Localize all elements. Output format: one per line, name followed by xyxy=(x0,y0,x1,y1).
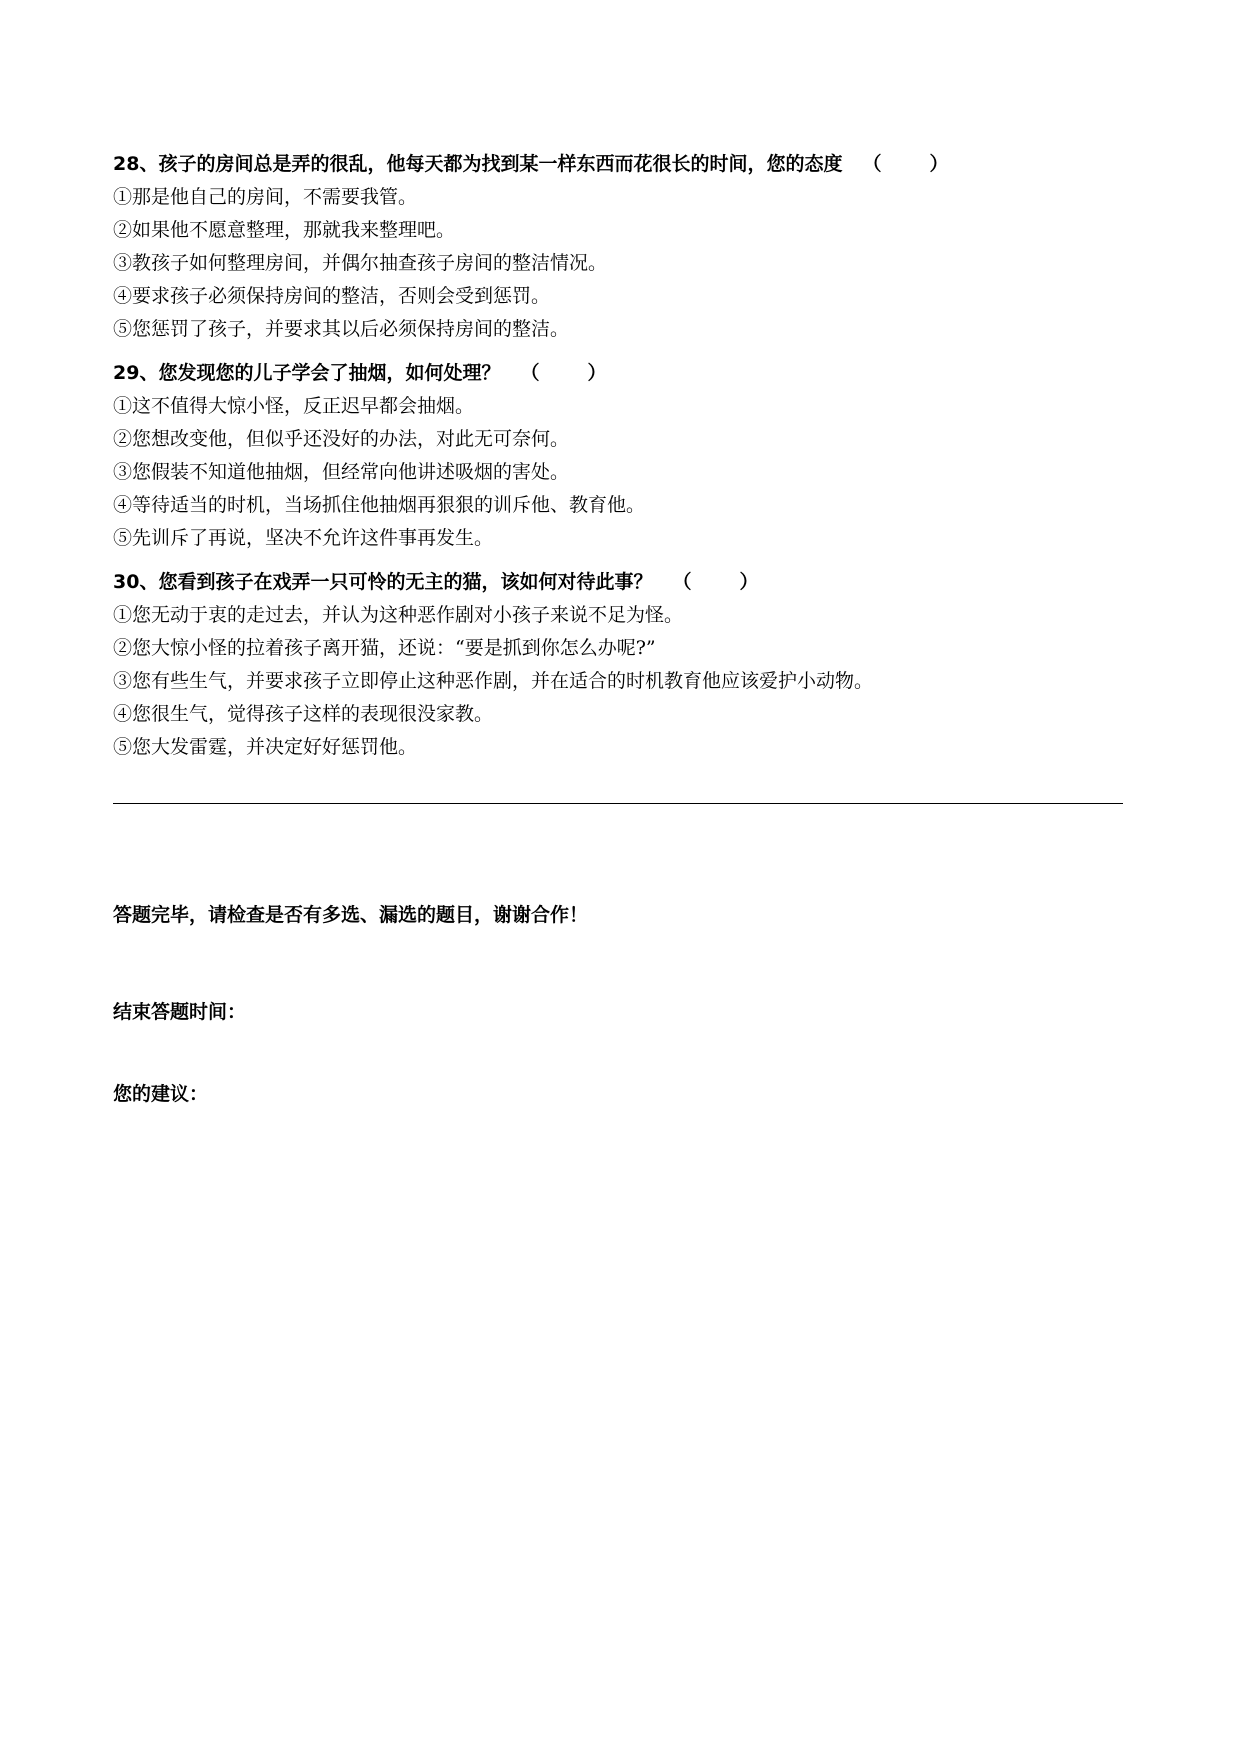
answer-blank: （ ） xyxy=(672,571,759,593)
suggestion-label: 您的建议： xyxy=(113,1083,209,1105)
option-5: ⑤先训斥了再说，坚决不允许这件事再发生。 xyxy=(113,527,494,549)
question-title xyxy=(113,357,1133,390)
option-1: ①那是他自己的房间，不需要我管。 xyxy=(113,186,418,208)
option-1: ①这不值得大惊小怪，反正迟早都会抽烟。 xyxy=(113,395,475,417)
option-5: ⑤您惩罚了孩子，并要求其以后必须保持房间的整洁。 xyxy=(113,318,570,340)
option-5: ⑤您大发雷霆，并决定好好惩罚他。 xyxy=(113,736,418,758)
option-4: ④您很生气，觉得孩子这样的表现很没家教。 xyxy=(113,703,494,725)
question-28 xyxy=(113,148,1133,346)
end-time-label: 结束答题时间： xyxy=(113,1001,247,1023)
option-4: ④等待适当的时机，当场抓住他抽烟再狠狠的训斥他、教育他。 xyxy=(113,494,646,516)
question-29 xyxy=(113,357,1133,555)
completion-note: 答题完毕，请检查是否有多选、漏选的题目，谢谢合作！ xyxy=(113,904,589,926)
option-2: ②您大惊小怪的拉着孩子离开猫，还说：“要是抓到你怎么办呢?” xyxy=(113,637,656,659)
question-title xyxy=(113,566,1133,599)
question-text: 30、您看到孩子在戏弄一只可怜的无主的猫，该如何对待此事？ xyxy=(113,571,653,593)
option-2: ②您想改变他，但似乎还没好的办法，对此无可奈何。 xyxy=(113,428,570,450)
option-3: ③您假装不知道他抽烟，但经常向他讲述吸烟的害处。 xyxy=(113,461,570,483)
question-text: 28、孩子的房间总是弄的很乱，他每天都为找到某一样东西而花很长的时间，您的态度 xyxy=(113,153,843,175)
option-4: ④要求孩子必须保持房间的整洁，否则会受到惩罚。 xyxy=(113,285,551,307)
answer-blank: （ ） xyxy=(520,362,607,384)
question-text: 29、您发现您的儿子学会了抽烟，如何处理？ xyxy=(113,362,501,384)
option-3: ③您有些生气，并要求孩子立即停止这种恶作剧，并在适合的时机教育他应该爱护小动物。 xyxy=(113,670,874,692)
answer-blank: （ ） xyxy=(862,153,949,175)
section-divider xyxy=(113,803,1123,804)
option-1: ①您无动于衷的走过去，并认为这种恶作剧对小孩子来说不足为怪。 xyxy=(113,604,684,626)
question-list xyxy=(113,148,1133,775)
option-3: ③教孩子如何整理房间，并偶尔抽查孩子房间的整洁情况。 xyxy=(113,252,608,274)
option-2: ②如果他不愿意整理，那就我来整理吧。 xyxy=(113,219,456,241)
question-30 xyxy=(113,566,1133,764)
question-title xyxy=(113,148,1133,181)
